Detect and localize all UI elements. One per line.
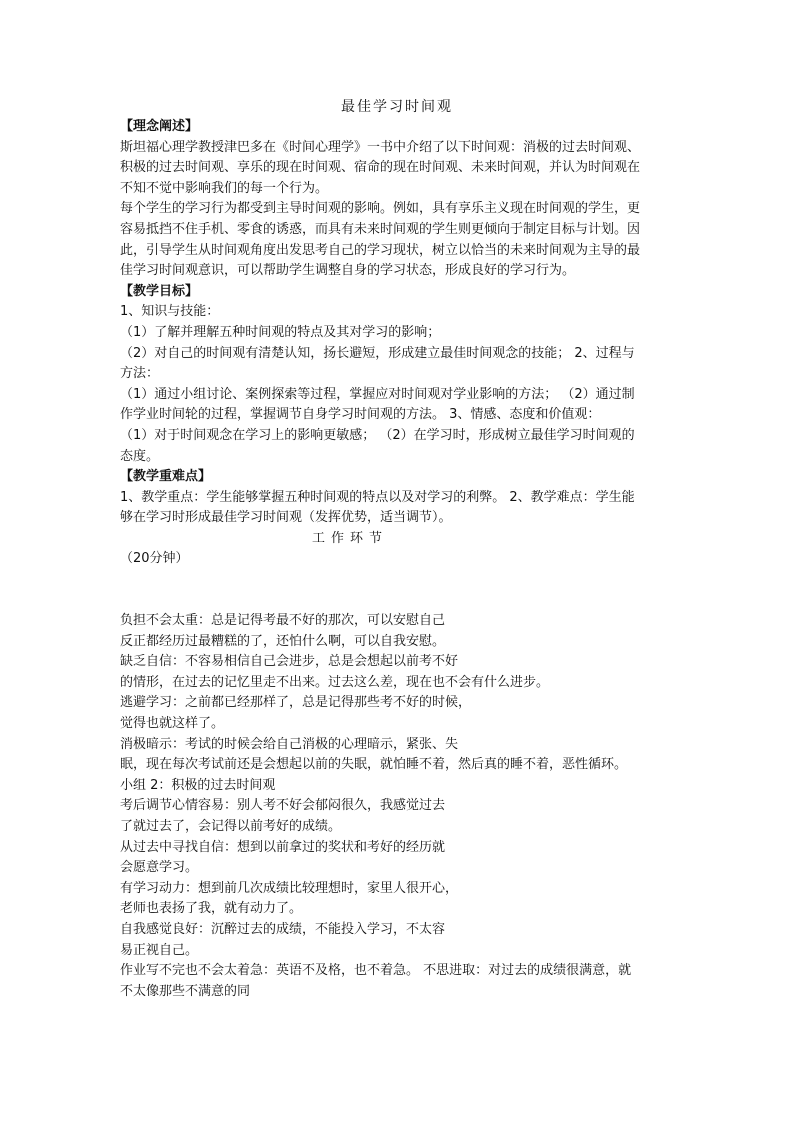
group-heading: 小组 2：积极的过去时间观 [120, 777, 276, 793]
document-title: 最佳学习时间观 [341, 99, 453, 115]
paragraph-line: 了就过去了，会记得以前考好的成绩。 [120, 819, 342, 834]
paragraph-line: 方法： [120, 366, 160, 382]
paragraph-line: 佳学习时间观意识，可以帮助学生调整自身的学习状态，形成良好的学习行为。 [120, 263, 576, 279]
paragraph-line: 自我感觉良好：沉醉过去的成绩，不能投入学习，不太容 [120, 921, 446, 937]
paragraph-line: 1、知识与技能： [120, 304, 220, 320]
paragraph-line: 态度。 [120, 448, 160, 464]
paragraph-line: 觉得也就这样了。 [120, 716, 225, 732]
paragraph-line: 有学习动力：想到前几次成绩比较理想时，家里人很开心， [120, 880, 459, 896]
document-body [120, 117, 680, 1002]
paragraph-line: 眠，现在每次考试前还是会想起以前的失眠，就怕睡不着，然后真的睡不着，恶性循环。 [120, 757, 628, 773]
paragraph-line: 1、教学重点：学生能够掌握五种时间观的特点以及对学习的利弊。 2、教学难点：学生能 [120, 489, 635, 505]
paragraph-line: 缺乏自信：不容易相信自己会进步，总是会想起以前考不好 [120, 654, 459, 670]
paragraph-line: （2）对自己的时间观有清楚认知，扬长避短，形成建立最佳时间观念的技能； 2、过程与 [120, 345, 635, 361]
paragraph-line: 斯坦福心理学教授津巴多在《时间心理学》一书中介绍了以下时间观：消极的过去时间观、 [120, 139, 641, 155]
paragraph-line: 每个学生的学习行为都受到主导时间观的影响。例如，具有享乐主义现在时间观的学生，更 [120, 201, 641, 217]
section-heading-concept: 【理念阐述】 [120, 119, 199, 134]
paragraph-line: 考后调节心情容易：别人考不好会郁闷很久，我感觉过去 [120, 798, 446, 814]
paragraph-line: 会愿意学习。 [120, 860, 199, 876]
paragraph-line: 作学业时间轮的过程，掌握调节自身学习时间观的方法。 3、情感、态度和价值观： [120, 407, 601, 423]
section-title-work: 工作环节 [311, 530, 388, 546]
paragraph-line: 逃避学习：之前都已经那样了，总是记得那些考不好的时候， [120, 695, 472, 711]
paragraph-line: 易正视自己。 [120, 942, 199, 958]
duration-note: （20分钟） [120, 551, 189, 567]
paragraph-line: （1）对于时间观念在学习上的影响更敏感； （2）在学习时，形成树立最佳学习时间观的 [120, 427, 635, 443]
paragraph-line: 从过去中寻找自信：想到以前拿过的奖状和考好的经历就 [120, 839, 446, 855]
section-heading-goals: 【教学目标】 [120, 283, 199, 299]
paragraph-line: 此，引导学生从时间观角度出发思考自己的学习现状，树立以恰当的未来时间观为主导的最 [120, 242, 641, 258]
paragraph-line: 不知不觉中影响我们的每一个行为。 [120, 180, 329, 196]
paragraph-line: （1）通过小组讨论、案例探索等过程，掌握应对时间观对学业影响的方法； （2）通过制 [120, 386, 635, 402]
paragraph-line: 的情形，在过去的记忆里走不出来。过去这么差，现在也不会有什么进步。 [120, 674, 550, 690]
paragraph-line: （1）了解并理解五种时间观的特点及其对学习的影响； [120, 324, 441, 340]
paragraph-line: 负担不会太重：总是记得考最不好的那次，可以安慰自己 [120, 613, 446, 629]
paragraph-line: 积极的过去时间观、享乐的现在时间观、宿命的现在时间观、未来时间观，并认为时间观在 [120, 160, 641, 176]
paragraph-line: 消极暗示：考试的时候会给自己消极的心理暗示，紧张、失 [120, 736, 459, 752]
section-heading-key-points: 【教学重难点】 [120, 469, 212, 485]
paragraph-line: 够在学习时形成最佳学习时间观（发挥优势，适当调节）。 [120, 510, 452, 526]
paragraph-line: 老师也表扬了我，就有动力了。 [120, 901, 303, 917]
paragraph-line: 容易抵挡不住手机、零食的诱惑，而具有未来时间观的学生则更倾向于制定目标与计划。因 [120, 221, 641, 237]
paragraph-line: 不太像那些不满意的同 [120, 983, 251, 999]
paragraph-line: 反正都经历过最糟糕的了，还怕什么啊，可以自我安慰。 [120, 633, 446, 649]
blank-gap [120, 570, 680, 611]
paragraph-line: 作业写不完也不会太着急：英语不及格，也不着急。 不思进取：对过去的成绩很满意，就 [120, 963, 632, 979]
